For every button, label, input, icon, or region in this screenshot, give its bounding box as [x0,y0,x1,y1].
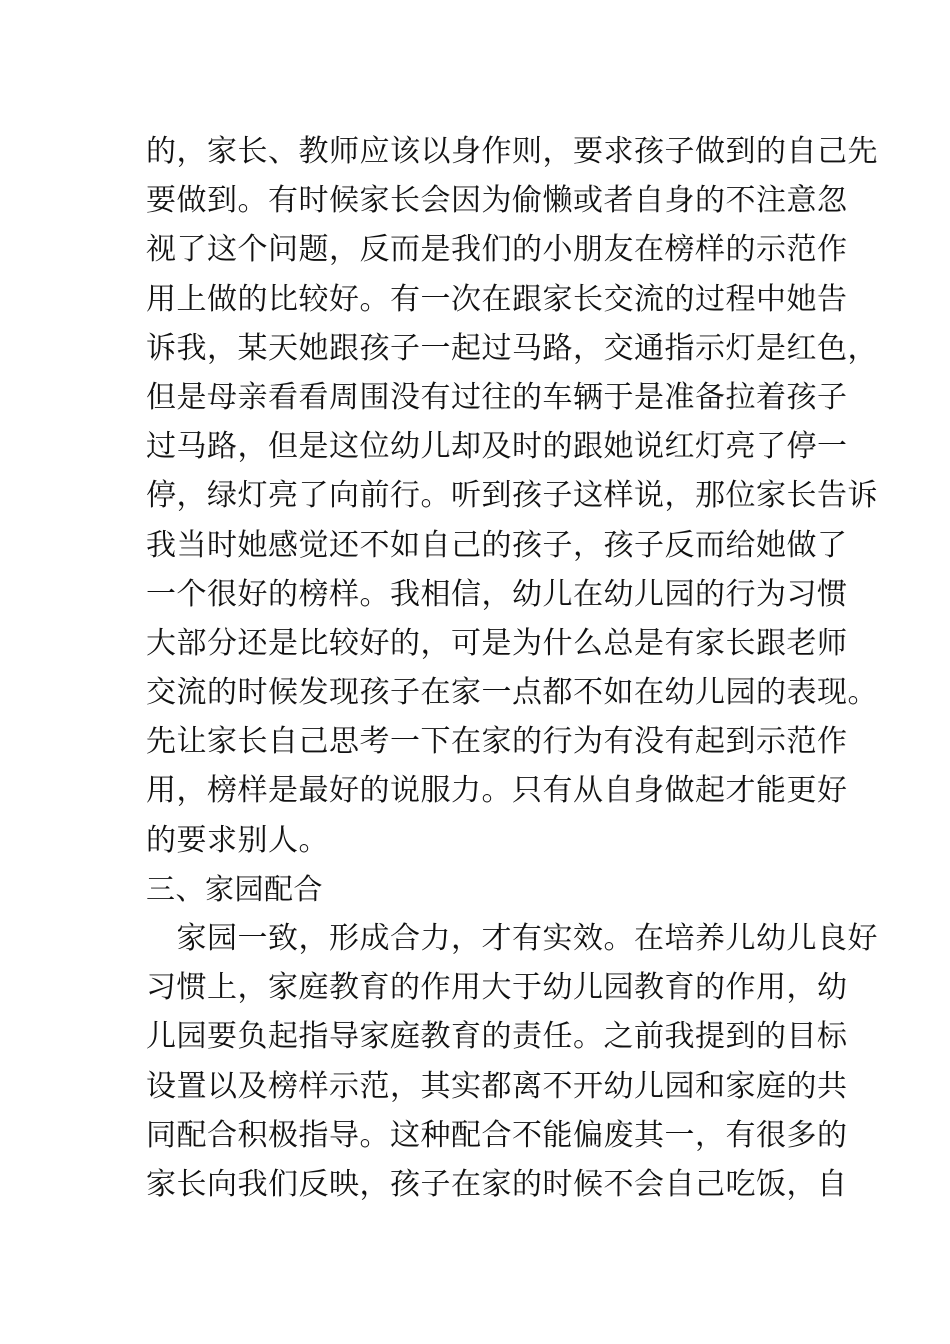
text-line: 设置以及榜样示范，其实都离不开幼儿园和家庭的共 [146,1068,848,1104]
text-line: 大部分还是比较好的，可是为什么总是有家长跟老师 [146,625,848,661]
text-line: 用上做的比较好。有一次在跟家长交流的过程中她告 [146,281,848,317]
text-line: 要做到。有时候家长会因为偷懒或者自身的不注意忽 [146,183,848,219]
text-line: 先让家长自己思考一下在家的行为有没有起到示范作 [146,724,848,760]
text-line: 家园一致，形成合力，才有实效。在培养儿幼儿良好 [146,921,878,956]
text-line: 一个很好的榜样。我相信，幼儿在幼儿园的行为习惯 [146,576,848,612]
section-heading: 三、家园配合 [146,871,324,906]
text-line: 过马路，但是这位幼儿却及时的跟她说红灯亮了停一 [146,429,848,465]
text-line: 儿园要负起指导家庭教育的责任。之前我提到的目标 [146,1019,848,1055]
text-line: 视了这个问题，反而是我们的小朋友在榜样的示范作 [146,232,848,268]
text-line: 我当时她感觉还不如自己的孩子，孩子反而给她做了 [146,527,848,563]
text-line: 的，家长、教师应该以身作则，要求孩子做到的自己先 [146,134,878,169]
text-line: 诉我，某天她跟孩子一起过马路，交通指示灯是红色， [146,330,878,366]
body-text [146,127,878,1209]
text-line: 停，绿灯亮了向前行。听到孩子这样说，那位家长告诉 [146,478,878,514]
text-line: 用，榜样是最好的说服力。只有从自身做起才能更好 [146,773,848,809]
text-line: 交流的时候发现孩子在家一点都不如在幼儿园的表现。 [146,675,878,711]
text-line: 的要求别人。 [146,822,329,858]
text-line: 但是母亲看看周围没有过往的车辆于是准备拉着孩子 [146,379,848,415]
text-line: 同配合积极指导。这种配合不能偏废其一，有很多的 [146,1117,848,1153]
text-line: 家长向我们反映，孩子在家的时候不会自己吃饭，自 [146,1166,848,1202]
text-line: 习惯上，家庭教育的作用大于幼儿园教育的作用，幼 [146,970,848,1006]
